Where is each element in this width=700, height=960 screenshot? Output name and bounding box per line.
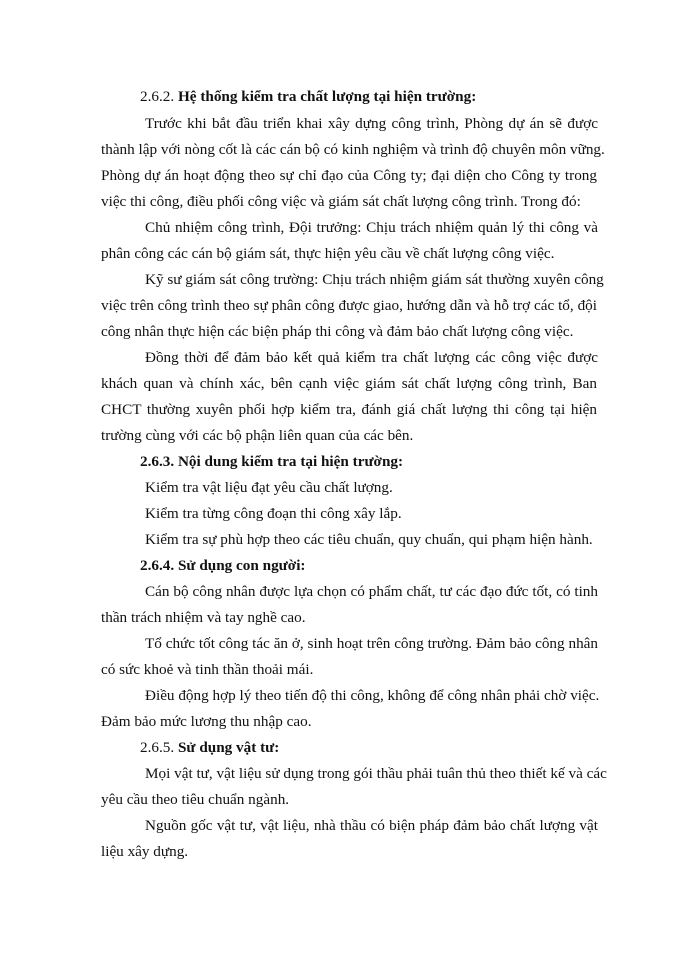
paragraph-line: Phòng dự án hoạt động theo sự chỉ đạo của Công ty; đại diện cho Công ty trong	[101, 167, 597, 184]
paragraph-line: thần trách nhiệm và tay nghề cao.	[101, 609, 306, 626]
paragraph-line: Điều động hợp lý theo tiến độ thi công, không để công nhân phải chờ việc.	[145, 687, 600, 704]
paragraph-line: có sức khoẻ và tinh thần thoải mái.	[101, 661, 314, 678]
paragraph-line: trường cùng với các bộ phận liên quan của các bên.	[101, 427, 414, 444]
paragraph-line: liệu xây dựng.	[101, 843, 189, 860]
section-heading-262	[140, 87, 476, 107]
paragraph-line: yêu cầu theo tiêu chuẩn ngành.	[101, 791, 290, 808]
paragraph-line: khách quan và chính xác, bên cạnh việc giám sát chất lượng công trình, Ban	[101, 375, 597, 392]
section-heading-265	[140, 738, 279, 758]
section-title: Hệ thống kiểm tra chất lượng tại hiện trường:	[177, 88, 477, 105]
section-heading-263: 2.6.3. Nội dung kiểm tra tại hiện trường:	[140, 453, 404, 470]
paragraph-line: Trước khi bắt đầu triển khai xây dựng công trình, Phòng dự án sẽ được	[145, 115, 598, 132]
paragraph-line: Đồng thời để đảm bảo kết quả kiểm tra chất lượng các công việc được	[145, 349, 598, 366]
list-item: Kiểm tra sự phù hợp theo các tiêu chuẩn, quy chuẩn, qui phạm hiện hành.	[145, 531, 593, 548]
paragraph-line: Tổ chức tốt công tác ăn ở, sinh hoạt trên công trường. Đảm bảo công nhân	[145, 635, 598, 652]
paragraph-line: phân công các cán bộ giám sát, thực hiện yêu cầu về chất lượng công việc.	[101, 245, 555, 262]
paragraph-line: thành lập với nòng cốt là các cán bộ có kinh nghiệm và trình độ chuyên môn vững.	[101, 141, 605, 158]
section-title: Sử dụng vật tư:	[177, 739, 280, 756]
paragraph-line: Cán bộ công nhân được lựa chọn có phẩm chất, tư các đạo đức tốt, có tinh	[145, 583, 598, 600]
paragraph-line: việc trên công trình theo sự phân công được giao, hướng dẫn và hỗ trợ các tổ, đội	[101, 297, 597, 314]
paragraph-line: Đảm bảo mức lương thu nhập cao.	[101, 713, 312, 730]
list-item: Kiểm tra từng công đoạn thi công xây lắp.	[145, 505, 402, 522]
paragraph-line: Kỹ sư giám sát công trường: Chịu trách nhiệm giám sát thường xuyên công	[145, 271, 604, 288]
section-number: 2.6.2.	[140, 88, 175, 105]
paragraph-line: Chủ nhiệm công trình, Đội trưởng: Chịu trách nhiệm quản lý thi công và	[145, 219, 598, 236]
paragraph-line: CHCT thường xuyên phối hợp kiểm tra, đánh giá chất lượng thi công tại hiện	[101, 401, 597, 418]
paragraph-line: công nhân thực hiện các biện pháp thi công và đảm bảo chất lượng công việc.	[101, 323, 574, 340]
paragraph-line: Nguồn gốc vật tư, vật liệu, nhà thầu có biện pháp đảm bảo chất lượng vật	[145, 817, 598, 834]
section-number: 2.6.5.	[140, 739, 175, 756]
paragraph-line: việc thi công, điều phối công việc và giám sát chất lượng công trình. Trong đó:	[101, 193, 581, 210]
section-heading-264: 2.6.4. Sử dụng con người:	[140, 557, 306, 574]
list-item: Kiểm tra vật liệu đạt yêu cầu chất lượng.	[145, 479, 393, 496]
paragraph-line: Mọi vật tư, vật liệu sử dụng trong gói thầu phải tuân thủ theo thiết kế và các	[145, 765, 607, 782]
